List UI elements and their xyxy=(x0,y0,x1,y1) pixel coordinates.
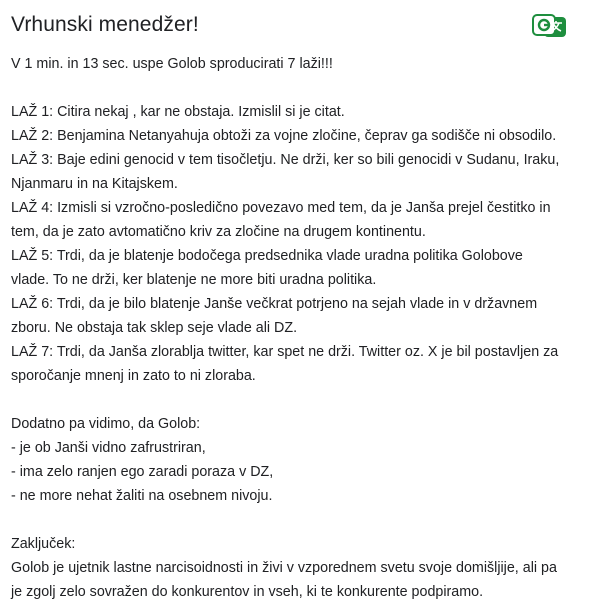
post-header xyxy=(11,13,589,43)
conclusion-line-1: Golob je ujetnik lastne narcisoidnosti in živi v vzporednem svetu svoje domišljije, ali pa xyxy=(11,560,557,576)
intro-text: V 1 min. in 13 sec. uspe Golob sproducirati 7 laži!!! xyxy=(11,56,333,72)
lie-7-line-2: sporočanje mnenj in zato to ni zloraba. xyxy=(11,368,256,384)
lie-3-line-1: LAŽ 3: Baje edini genocid v tem tisočletju. Ne drži, ker so bili genocidi v Sudanu, Iraku, xyxy=(11,152,560,168)
spacer xyxy=(11,508,581,532)
lie-5-line-2: vlade. To ne drži, ker blatenje ne more biti uradna politika. xyxy=(11,272,377,288)
additional-item: - ne more nehat žaliti na osebnem nivoju. xyxy=(11,488,273,504)
lie-5-line-1: LAŽ 5: Trdi, da je blatenje bodočega predsednika vlade uradna politika Golobove xyxy=(11,248,523,264)
lie-6-line-1: LAŽ 6: Trdi, da je bilo blatenje Janše večkrat potrjeno na sejah vlade in v državnem xyxy=(11,296,538,312)
spacer xyxy=(11,388,581,412)
lie-4-line-2: tem, da je zato avtomatično kriv za zločine na drugem kontinentu. xyxy=(11,224,426,240)
lie-2-line-1: LAŽ 2: Benjamina Netanyahuja obtoži za vojne zločine, čeprav ga sodišče ni obsodilo. xyxy=(11,128,557,144)
lie-4-line-1: LAŽ 4: Izmisli si vzročno-posledično povezavo med tem, da je Janša prejel čestitko in xyxy=(11,200,551,216)
lie-6-line-2: zboru. Ne obstaja tak sklep seje vlade ali DZ. xyxy=(11,320,298,336)
additional-item: - ima zelo ranjen ego zaradi poraza v DZ, xyxy=(11,464,274,480)
conclusion-line-2: je zgolj zelo sovražen do konkurentov in vseh, ki te konkurente podpiramo. xyxy=(11,584,484,600)
lie-3-line-2: Njanmaru in na Kitajskem. xyxy=(11,176,178,192)
post-body xyxy=(11,52,581,604)
translate-icon[interactable] xyxy=(531,14,569,40)
conclusion-label: Zaključek: xyxy=(11,536,76,552)
spacer xyxy=(11,76,581,100)
post-title: Vrhunski menedžer! xyxy=(11,13,199,36)
lie-7-line-1: LAŽ 7: Trdi, da Janša zlorablja twitter, kar spet ne drži. Twitter oz. X je bil postavljen za xyxy=(11,344,559,360)
lie-1-line-1: LAŽ 1: Citira nekaj , kar ne obstaja. Izmislil si je citat. xyxy=(11,104,345,120)
additional-item: - je ob Janši vidno zafrustriran, xyxy=(11,440,206,456)
additional-intro: Dodatno pa vidimo, da Golob: xyxy=(11,416,201,432)
